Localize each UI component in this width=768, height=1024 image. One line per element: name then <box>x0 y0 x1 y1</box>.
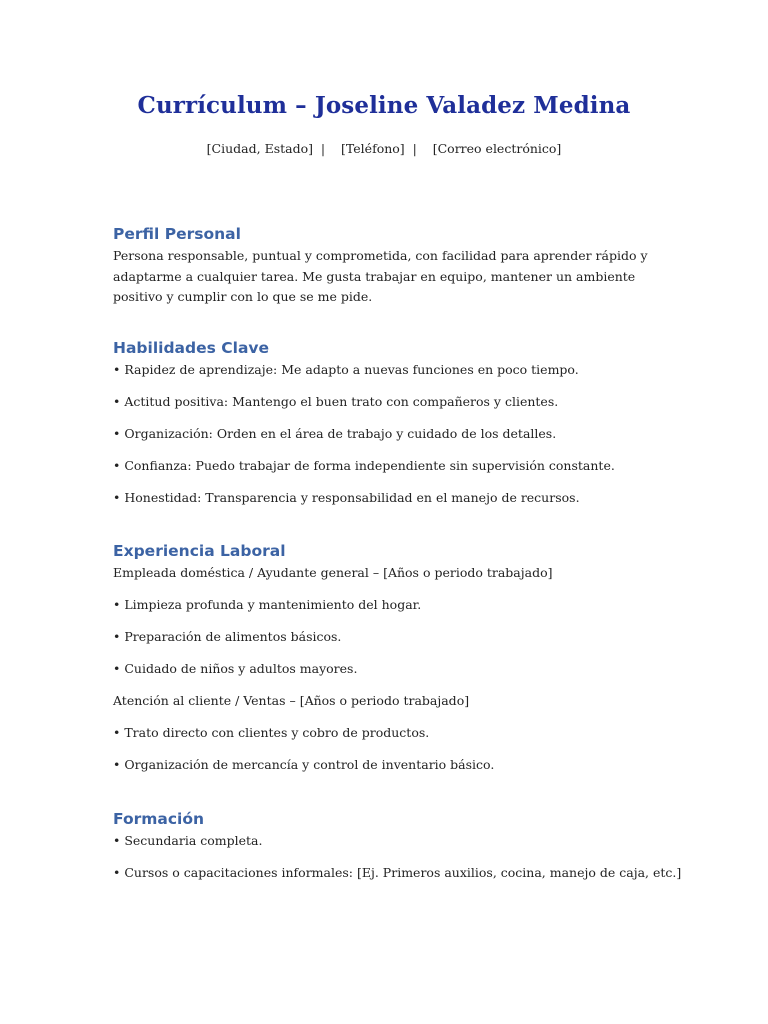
document-title: Currículum – Joseline Valadez Medina <box>137 92 631 119</box>
section-heading-experiencia: Experiencia Laboral <box>113 542 286 560</box>
section-perfil <box>113 223 673 308</box>
list-item: • Limpieza profunda y mantenimiento del hogar. <box>113 597 422 612</box>
perfil-text: Persona responsable, puntual y comprometida, con facilidad para aprender rápido y adaptarme a cualquier tarea. Me gusta trabajar en equipo, mantener un ambiente positivo y cumplir con lo que se me pide. <box>113 248 648 304</box>
list-item: • Organización de mercancía y control de inventario básico. <box>113 757 495 772</box>
list-item: • Cursos o capacitaciones informales: [Ej. Primeros auxilios, cocina, manejo de caja, etc.] <box>113 865 682 880</box>
list-item: • Secundaria completa. <box>113 833 263 848</box>
list-item: • Cuidado de niños y adultos mayores. <box>113 661 358 676</box>
list-item: • Trato directo con clientes y cobro de productos. <box>113 725 430 740</box>
section-heading-formacion: Formación <box>113 810 205 828</box>
list-item: • Honestidad: Transparencia y responsabilidad en el manejo de recursos. <box>113 490 580 505</box>
list-item: • Confianza: Puedo trabajar de forma independiente sin supervisión constante. <box>113 458 615 473</box>
section-heading-perfil: Perfil Personal <box>113 225 241 243</box>
list-item: • Actitud positiva: Mantengo el buen trato con compañeros y clientes. <box>113 394 559 409</box>
list-item: • Preparación de alimentos básicos. <box>113 629 342 644</box>
job-title: Empleada doméstica / Ayudante general – [Años o periodo trabajado] <box>113 565 553 580</box>
contact-line: [Ciudad, Estado] | [Teléfono] | [Correo electrónico] <box>206 141 562 156</box>
section-experiencia <box>113 540 673 787</box>
list-item: • Rapidez de aprendizaje: Me adapto a nuevas funciones en poco tiempo. <box>113 362 579 377</box>
section-heading-habilidades: Habilidades Clave <box>113 339 270 357</box>
job-title: Atención al cliente / Ventas – [Años o periodo trabajado] <box>113 693 470 708</box>
list-item: • Organización: Orden en el área de trabajo y cuidado de los detalles. <box>113 426 557 441</box>
section-habilidades <box>113 337 673 520</box>
section-formacion <box>113 808 682 895</box>
